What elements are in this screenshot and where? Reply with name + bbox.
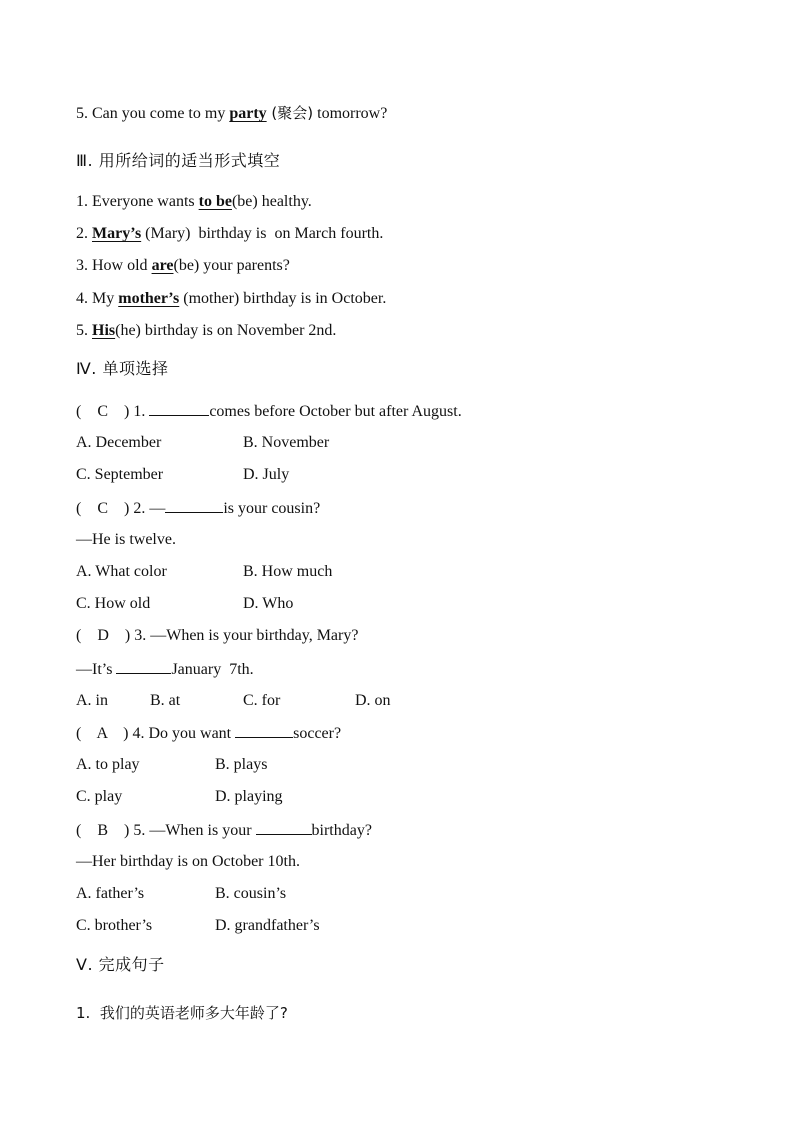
section-heading: Ⅴ. 完成句子: [76, 955, 165, 974]
section-heading: Ⅲ. 用所给词的适当形式填空: [76, 151, 281, 170]
reply-text: —He is twelve.: [76, 531, 176, 548]
stem-text: is your cousin?: [223, 500, 321, 517]
stem-text: ) 5. —When is your: [124, 822, 256, 839]
option: D. playing: [215, 788, 283, 805]
item-text: 5. Can you come to my: [76, 105, 230, 122]
item-text: 2.: [76, 225, 92, 242]
answer-text: mother’s: [118, 290, 180, 307]
option: D. on: [355, 692, 391, 709]
option: A. December: [76, 434, 162, 451]
fill-item: [76, 289, 386, 309]
option: B. at: [150, 692, 181, 709]
item-text: 1. Everyone wants: [76, 193, 199, 210]
option: C. How old: [76, 595, 151, 612]
reply-text-part: —It’s: [76, 661, 117, 678]
hint-text: (聚会): [266, 104, 314, 122]
blank-line: [165, 498, 223, 513]
choice-answer: B: [97, 822, 108, 839]
choice-answer: A: [96, 725, 108, 742]
item-text: (mother) birthday is in October.: [179, 290, 387, 307]
option: D. Who: [243, 595, 294, 612]
blank-line: [149, 401, 209, 416]
stem-text: birthday?: [311, 822, 372, 839]
reply-text-part: January 7th.: [171, 661, 254, 678]
question-stem: ( A ) 4. Do you want soccer?: [76, 725, 342, 742]
option: C. for: [243, 692, 281, 709]
choice-answer: C: [97, 403, 108, 420]
option: C. brother’s: [76, 917, 153, 934]
reply-text: [76, 659, 254, 680]
choice-answer: C: [97, 500, 108, 517]
stem-text: ) 2. —: [124, 500, 166, 517]
option: B. plays: [215, 756, 268, 773]
option: C. September: [76, 466, 164, 483]
item-text: 3. How old: [76, 257, 152, 274]
question-stem: ( C ) 1. comes before October but after August.: [76, 403, 462, 420]
item-text: (be) healthy.: [231, 193, 312, 210]
option: A. in: [76, 692, 108, 709]
option: B. November: [243, 434, 330, 451]
option: B. cousin’s: [215, 885, 287, 902]
stem-text: ) 4. Do you want: [123, 725, 236, 742]
stem-text: soccer?: [293, 725, 342, 742]
answer-text: party: [229, 105, 267, 122]
blank-line: [235, 723, 293, 738]
stem-text: comes before October but after August.: [209, 403, 462, 420]
option: A. to play: [76, 756, 140, 773]
fill-item: [76, 256, 290, 276]
item-text: 5.: [76, 322, 92, 339]
fill-item: [76, 224, 383, 244]
answer-text: Mary’s: [92, 225, 142, 242]
question-stem: ( C ) 2. — is your cousin?: [76, 500, 321, 517]
blank-line: [116, 659, 171, 674]
sentence-item: 1. 我们的英语老师多大年龄了?: [76, 1004, 288, 1022]
answer-text: are: [151, 257, 174, 274]
option: B. How much: [243, 563, 333, 580]
section-heading: Ⅳ. 单项选择: [76, 359, 169, 378]
answer-text: to be: [198, 193, 232, 210]
item-text: (he) birthday is on November 2nd.: [115, 322, 337, 339]
stem-text: ) 1.: [124, 403, 150, 420]
fill-item: [76, 192, 312, 212]
choice-answer: D: [97, 627, 109, 644]
blank-line: [256, 820, 312, 835]
option: A. father’s: [76, 885, 145, 902]
item-text: tomorrow?: [313, 105, 388, 122]
item-text: 4. My: [76, 290, 119, 307]
option: D. grandfather’s: [215, 917, 320, 934]
option: D. July: [243, 466, 290, 483]
reply-text: —Her birthday is on October 10th.: [76, 853, 300, 870]
fill-item: [76, 103, 387, 124]
option: C. play: [76, 788, 123, 805]
fill-item: [76, 321, 336, 341]
item-text: (Mary) birthday is on March fourth.: [141, 225, 384, 242]
question-stem: ( D ) 3. —When is your birthday, Mary?: [76, 627, 359, 644]
question-stem: ( B ) 5. —When is your birthday?: [76, 822, 372, 839]
stem-text: ) 3. —When is your birthday, Mary?: [124, 627, 359, 644]
option: A. What color: [76, 563, 167, 580]
item-text: (be) your parents?: [173, 257, 290, 274]
answer-text: His: [92, 322, 116, 339]
